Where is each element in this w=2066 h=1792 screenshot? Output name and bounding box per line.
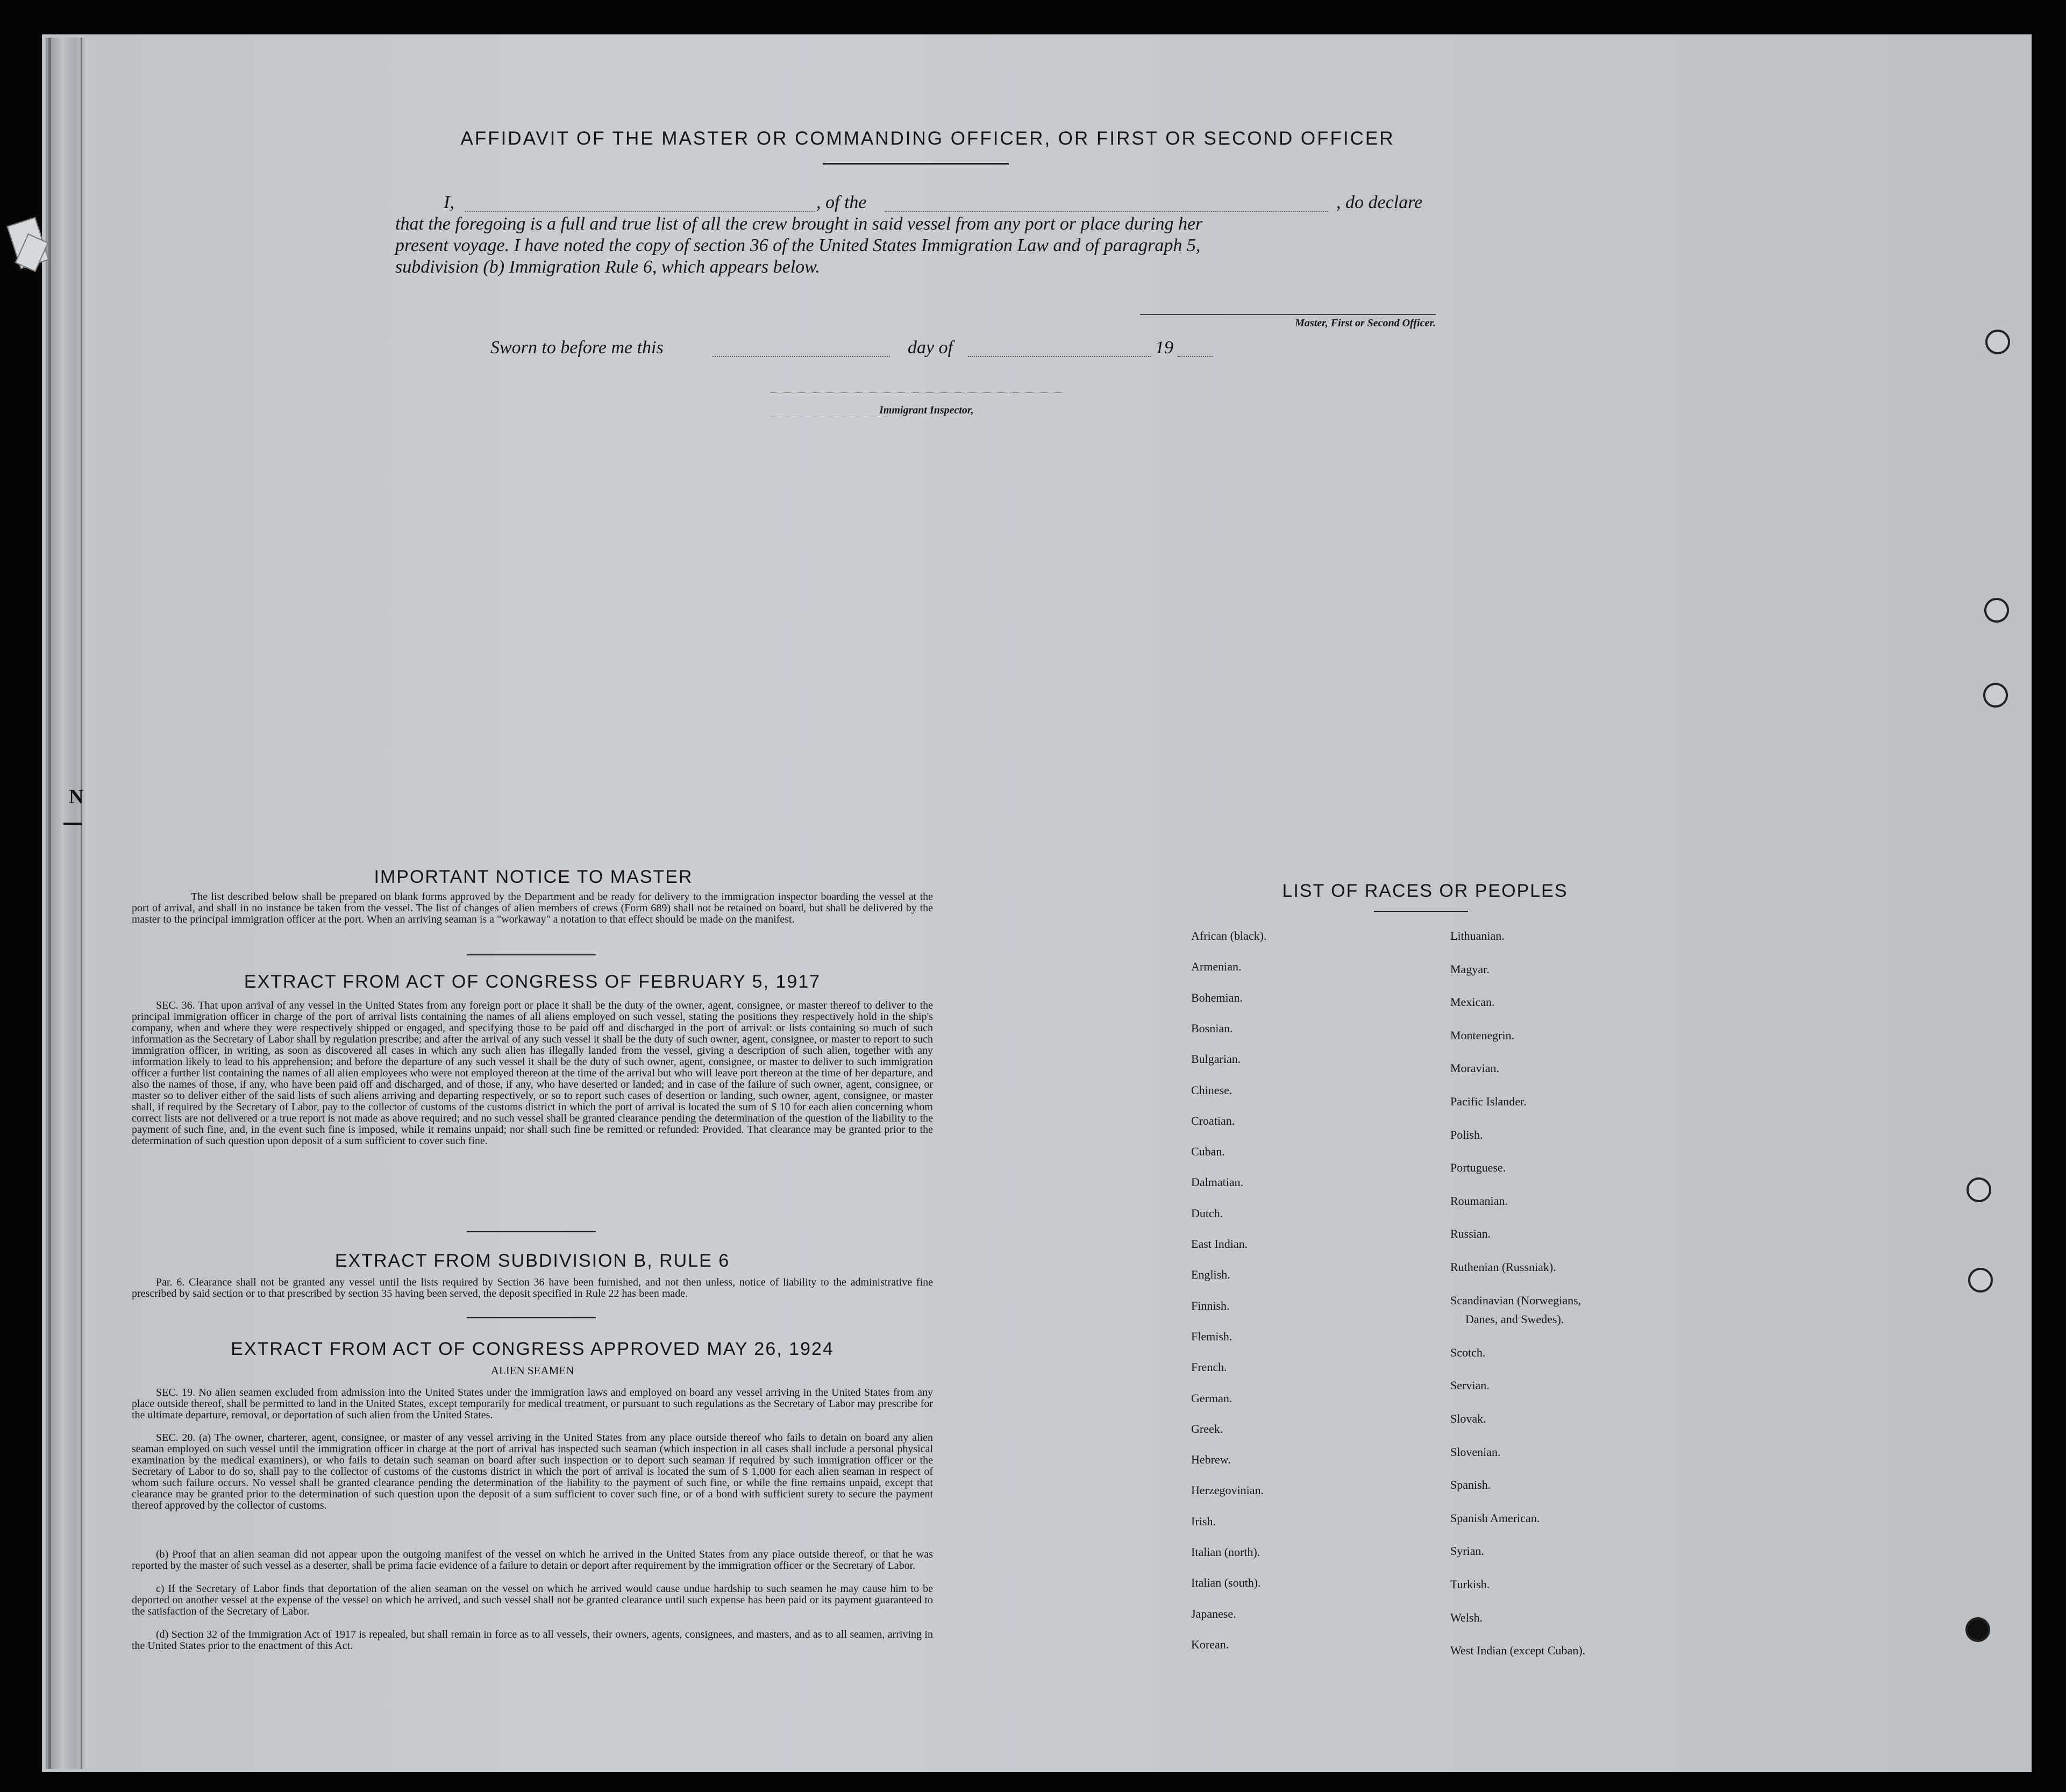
race-list-item: Flemish. <box>1191 1329 1233 1343</box>
race-list-item: Japanese. <box>1191 1607 1236 1620</box>
race-list-item: Portuguese. <box>1450 1161 1506 1175</box>
extract-1924-sec20c: c) If the Secretary of Labor finds that deportation of the alien seaman on the vessel on which he arrived would cause undue hardship to such seamen he may cause him to be deported on another vessel at the expense of the vessel on which he arrived, and such vessel shall not be granted clearance until such expense has been paid or its payment guaranteed to the satisfaction of the Secretary of Labor. <box>132 1583 933 1617</box>
race-list-item: Syrian. <box>1450 1544 1484 1558</box>
margin-mark: N <box>69 786 84 808</box>
race-list-item: Bosnian. <box>1191 1021 1233 1035</box>
sworn-year: 19 <box>1155 338 1173 358</box>
race-list-item: Herzegovinian. <box>1191 1483 1264 1497</box>
race-list-item: East Indian. <box>1191 1237 1248 1251</box>
affidavit-line-2: that the foregoing is a full and true list of all the crew brought in said vessel from any port or place during her <box>395 214 1203 234</box>
race-list-item: Italian (south). <box>1191 1576 1261 1590</box>
extract-1924-sec20d: (d) Section 32 of the Immigration Act of 1917 is repealed, but shall remain in force as to all vessels, their owners, agents, consignees, and masters, and as to all seamen, arriving in the United States prior to the enactment of this Act. <box>132 1629 933 1652</box>
race-list-item: Montenegrin. <box>1450 1028 1515 1042</box>
affidavit-of-the: , of the <box>816 192 867 212</box>
sworn-month-field[interactable] <box>968 356 1151 357</box>
affidavit-i: I, <box>444 192 454 212</box>
declarant-name-field[interactable] <box>465 211 815 212</box>
race-list-item: Slovenian. <box>1450 1445 1501 1459</box>
sworn-prefix: Sworn to before me this <box>490 338 664 358</box>
sworn-day-field[interactable] <box>713 356 890 357</box>
races-title-rule <box>1374 911 1468 912</box>
race-list-item: Italian (north). <box>1191 1545 1260 1559</box>
section-divider <box>467 954 596 955</box>
race-list-item: Russian. <box>1450 1227 1491 1241</box>
race-list-item: Ruthenian (Russniak). <box>1450 1260 1556 1274</box>
extract-1924-title: EXTRACT FROM ACT OF CONGRESS APPROVED MAY 26, 1924 <box>231 1339 834 1359</box>
extract-rule6-text: Par. 6. Clearance shall not be granted any vessel until the lists required by Section 36 have been furnished, and not then unless, notice of liability to the administrative fine prescribed by said section or to that prescribed by section 35 having been served, the deposit specified in Rule 22 has been made. <box>132 1276 933 1300</box>
race-list-item: Greek. <box>1191 1422 1223 1436</box>
binder-hole <box>1985 330 2010 354</box>
race-list-item: Pacific Islander. <box>1450 1095 1527 1108</box>
extract-1917-text: SEC. 36. That upon arrival of any vessel in the United States from any foreign port or place it shall be the duty of the owner, agent, consignee, or master thereof to deliver to the principal immigration officer in charge of the port of arrival lists containing the names of all aliens employed on such vessel, stating the positions they respectively hold in the ship's company, when and where they were respectively shipped or engaged, and specifying those to be paid off and discharged in the port of arrival: or lists containing so much of such information as the Secretary of Labor shall by regulation prescribe; and after the arrival of any such vessel it shall be the duty of such owner, agent, consignee, or master to report to such immigration officer, in writing, as soon as discovered all cases in which any such alien has illegally landed from the vessel, giving a description of such alien, together with any information likely to lead to his apprehension; and before the departure of any such vessel it shall be the duty of such owner, agent, consignee, or master to deliver to such immigration officer a further list containing the names of all alien employees who were not employed thereon at the time of the arrival but who will leave port thereon at the time of her departure, and also the names of those, if any, who have been paid off and discharged, and of those, if any, who have deserted or landed; and in case of the failure of such owner, agent, consignee, or master so to deliver either of the said lists of such aliens arriving and departing respectively, or so to report such cases of desertion or landing, such owner, agent, consignee, or master shall, if required by the Secretary of Labor, pay to the collector of customs of the customs district in which the port of arrival is located the sum of $ 10 for each alien concerning whom correct lists are not delivered or a true report is not made as above required; and no such vessel shall be granted clearance pending the determination of the question of the liability to the payment of such fine, and, in the event such fine is imposed, while it remains unpaid; nor shall such fine be remitted or refunded: Provided. That clearance may be granted prior to the determination of such question upon deposit of a sum sufficient to cover such fine. <box>132 999 933 1147</box>
affidavit-line-3: present voyage. I have noted the copy of section 36 of the United States Immigration Law and of paragraph 5, <box>395 235 1201 255</box>
binder-hole <box>1967 1177 1991 1202</box>
affidavit-do-declare: , do declare <box>1336 192 1423 212</box>
race-list-item: Spanish American. <box>1450 1511 1540 1525</box>
sworn-year-field[interactable] <box>1178 356 1213 357</box>
race-list-item: Lithuanian. <box>1450 929 1505 943</box>
margin-mark-underline <box>63 823 82 825</box>
race-list-item: Magyar. <box>1450 962 1490 976</box>
race-list-item: Slovak. <box>1450 1412 1486 1425</box>
affidavit-title: AFFIDAVIT OF THE MASTER OR COMMANDING OFFICER, OR FIRST OR SECOND OFFICER <box>460 128 1395 149</box>
notice-text: The list described below shall be prepared on blank forms approved by the Department and be ready for delivery to the immigration inspector boarding the vessel at the port of arrival, and shall in no instance be taken from the vessel. The list of changes of alien members of crews (Form 689) shall not be retained on board, but shall be delivered by the master to the principal immigration officer at the port. When an arriving seaman is a "workaway" a notation to that effect should be made on the manifest. <box>132 891 933 925</box>
race-list-item: Chinese. <box>1191 1083 1233 1097</box>
race-list-item: West Indian (except Cuban). <box>1450 1644 1586 1658</box>
binder-hole <box>1983 683 2008 708</box>
race-list-item: Welsh. <box>1450 1610 1483 1624</box>
extract-rule6-title: EXTRACT FROM SUBDIVISION B, RULE 6 <box>334 1251 730 1271</box>
race-list-item: French. <box>1191 1360 1227 1374</box>
signature-line[interactable] <box>1140 314 1436 315</box>
races-title: LIST OF RACES OR PEOPLES <box>1282 881 1568 901</box>
extract-1924-subtitle: ALIEN SEAMEN <box>490 1364 574 1377</box>
race-list-item: Cuban. <box>1191 1145 1225 1159</box>
race-list-item: Korean. <box>1191 1637 1229 1651</box>
race-list-item: Servian. <box>1450 1379 1490 1393</box>
section-divider <box>467 1231 596 1232</box>
section-divider <box>467 1317 596 1318</box>
race-list-item: Roumanian. <box>1450 1194 1508 1208</box>
race-list-item: Scotch. <box>1450 1345 1486 1359</box>
race-list-item: Scandinavian (Norwegians, <box>1450 1293 1581 1307</box>
race-list-item: Dalmatian. <box>1191 1175 1244 1189</box>
sworn-day-of: day of <box>908 338 953 358</box>
race-list-item: Hebrew. <box>1191 1453 1231 1467</box>
race-list-item: Irish. <box>1191 1514 1216 1528</box>
notice-title: IMPORTANT NOTICE TO MASTER <box>374 867 693 887</box>
binding-line <box>48 38 51 1769</box>
affidavit-line-4: subdivision (b) Immigration Rule 6, which appears below. <box>395 257 820 277</box>
race-list-item: Finnish. <box>1191 1298 1230 1312</box>
race-list-item: Armenian. <box>1191 960 1242 974</box>
inspector-caption: Immigrant Inspector, <box>879 404 974 416</box>
binding-line <box>81 38 82 1769</box>
race-list-item: Bulgarian. <box>1191 1052 1241 1066</box>
race-list-item: Turkish. <box>1450 1577 1490 1591</box>
race-list-item: Croatian. <box>1191 1113 1235 1127</box>
extract-1917-title: EXTRACT FROM ACT OF CONGRESS OF FEBRUARY 5, 1917 <box>244 972 821 992</box>
affidavit-title-rule <box>823 163 1009 165</box>
vessel-name-field[interactable] <box>885 211 1328 212</box>
binder-hole <box>1965 1617 1990 1642</box>
race-list-item: Bohemian. <box>1191 990 1243 1004</box>
race-list-item: Danes, and Swedes). <box>1465 1312 1564 1326</box>
binder-hole <box>1968 1268 1993 1293</box>
extract-1924-sec20a: SEC. 20. (a) The owner, charterer, agent, consignee, or master of any vessel arriving in the United States from any place outside thereof who fails to detain on board any alien seaman employed on such vessel until the immigration officer in charge at the port of arrival has inspected such seaman (which inspection in all cases shall include a personal physical examination by the medical examiners), or who fails to detain such seaman on board after such inspection or to deport such seaman if required by such immigration officer or the Secretary of Labor to do so, shall pay to the collector of customs of the customs district in which the port of arrival is located the sum of $ 1,000 for each alien seaman in respect of whom such failure occurs. No vessel shall be granted clearance pending the determination of the liability to the payment of such fine, or while the fine remains unpaid, except that clearance may be granted prior to the determination of such question upon the deposit of a sum sufficient to cover such fine, or of a bond with sufficient surety to secure the payment thereof approved by the collector of customs. <box>132 1432 933 1511</box>
race-list-item: German. <box>1191 1391 1233 1405</box>
race-list-item: Mexican. <box>1450 995 1495 1009</box>
extract-1924-sec19: SEC. 19. No alien seamen excluded from admission into the United States under the immigration laws and employed on board any vessel arriving in the United States from any place outside thereof, shall be permitted to land in the United States, except temporarily for medical treatment, or pursuant to such regulations as the Secretary of Labor may prescribe for the ultimate departure, removal, or deportation of such alien from the United States. <box>132 1387 933 1421</box>
race-list-item: Spanish. <box>1450 1478 1491 1492</box>
binder-hole <box>1984 598 2009 623</box>
race-list-item: Polish. <box>1450 1127 1483 1141</box>
race-list-item: African (black). <box>1191 929 1267 943</box>
race-list-item: Moravian. <box>1450 1061 1500 1075</box>
race-list-item: English. <box>1191 1268 1230 1282</box>
extract-1924-sec20b: (b) Proof that an alien seaman did not appear upon the outgoing manifest of the vessel on which he arrived in the United States from any place outside thereof, or that he was reported by the master of such vessel as a deserter, shall be prima facie evidence of a failure to detain or deport after requirement by the immigration officer or the Secretary of Labor. <box>132 1548 933 1572</box>
inspector-line[interactable] <box>770 392 1063 393</box>
signature-caption: Master, First or Second Officer. <box>1295 317 1436 329</box>
race-list-item: Dutch. <box>1191 1206 1223 1220</box>
